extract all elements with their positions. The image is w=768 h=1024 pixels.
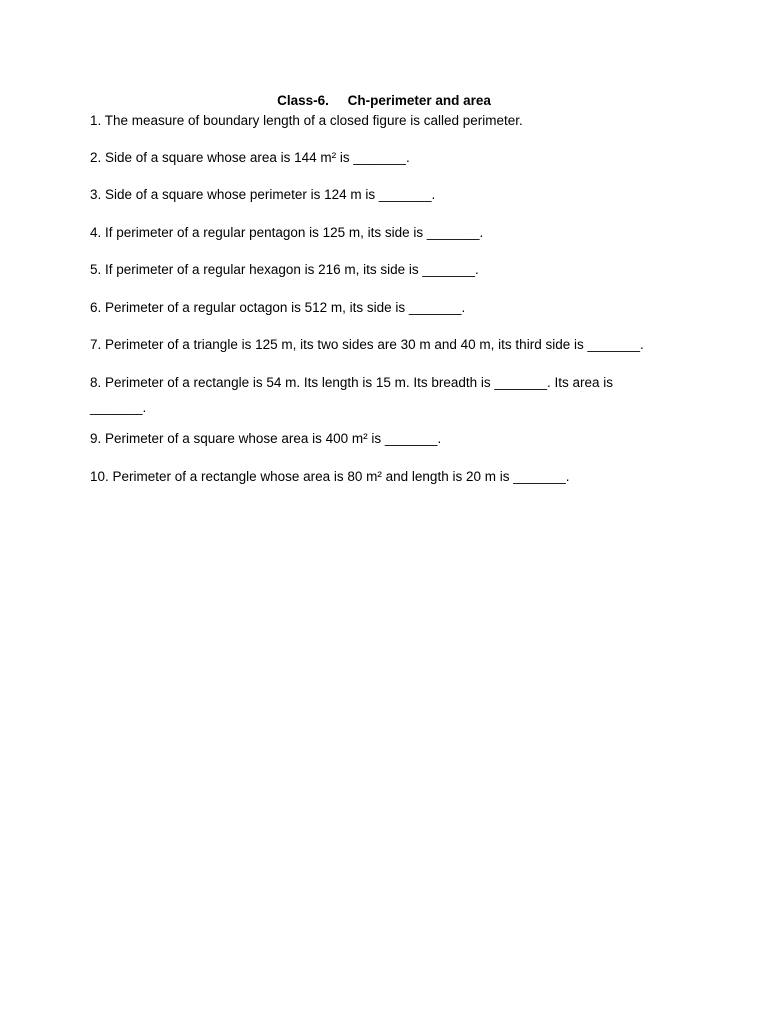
page-title: Class-6. Ch-perimeter and area xyxy=(277,93,491,108)
question-3: 3. Side of a square whose perimeter is 124 m is _______. xyxy=(90,187,436,202)
question-7: 7. Perimeter of a triangle is 125 m, its two sides are 30 m and 40 m, its third side is _______. xyxy=(90,337,644,352)
question-9: 9. Perimeter of a square whose area is 400 m² is _______. xyxy=(90,431,442,446)
question-2: 2. Side of a square whose area is 144 m² is _______. xyxy=(90,150,410,165)
question-5: 5. If perimeter of a regular hexagon is 216 m, its side is _______. xyxy=(90,262,479,277)
question-1: 1. The measure of boundary length of a closed figure is called perimeter. xyxy=(90,113,523,128)
question-8: 8. Perimeter of a rectangle is 54 m. Its length is 15 m. Its breadth is _______. Its area is _______. xyxy=(90,375,614,415)
question-6: 6. Perimeter of a regular octagon is 512 m, its side is _______. xyxy=(90,300,466,315)
question-4: 4. If perimeter of a regular pentagon is 125 m, its side is _______. xyxy=(90,225,484,240)
question-10: 10. Perimeter of a rectangle whose area is 80 m² and length is 20 m is _______. xyxy=(90,469,570,484)
